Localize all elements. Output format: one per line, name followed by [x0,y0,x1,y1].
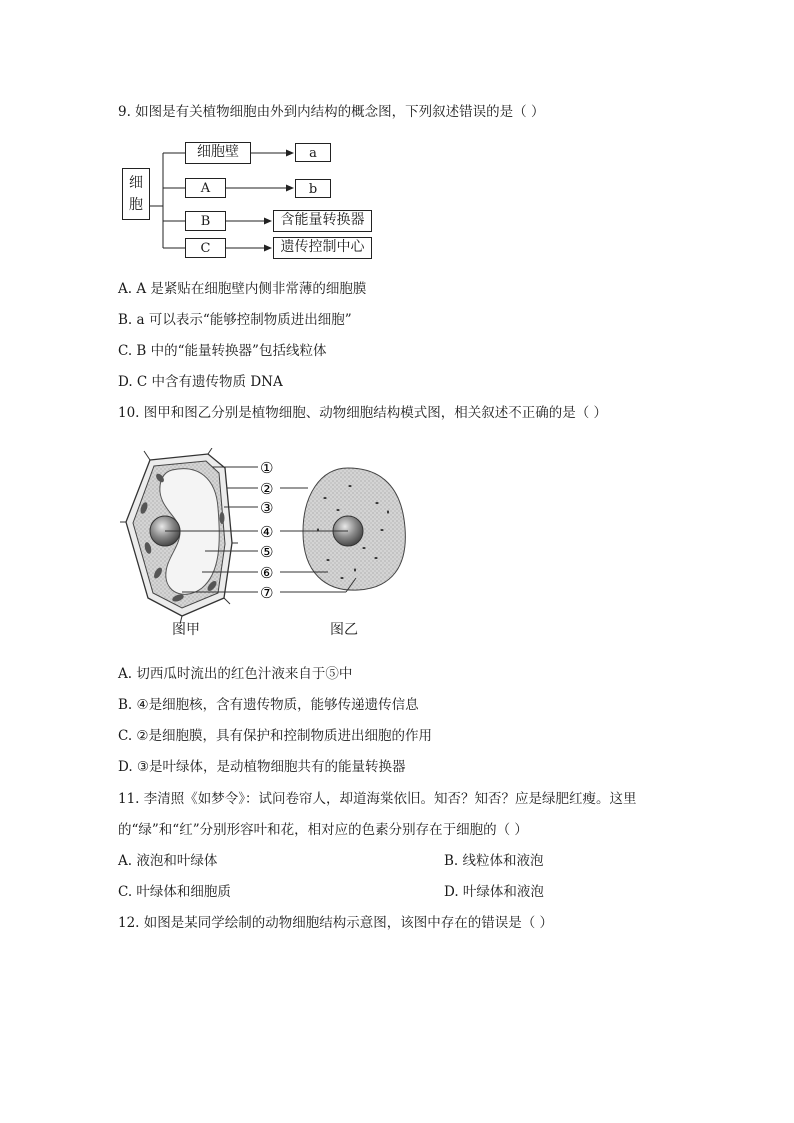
q9-box-cell-wall: 细胞壁 [185,142,251,164]
q10-stem: 10. 图甲和图乙分别是植物细胞、动物细胞结构模式图，相关叙述不正确的是（ ） [118,405,608,421]
label-4: ④ [260,523,274,541]
q9-option-c: C. B 中的“能量转换器”包括线粒体 [118,343,327,359]
q9-root-char1: 细 [129,175,143,191]
label-7: ⑦ [260,584,274,602]
q9-option-b: B. a 可以表示“能够控制物质进出细胞” [118,312,352,328]
q11-option-a: A. 液泡和叶绿体 [118,853,218,869]
q9-box-b: b [295,179,331,198]
q9-box-energy-converter: 含能量转换器 [273,210,372,232]
q11-stem-line2: 的“绿”和“红”分别形容叶和花，相对应的色素分别存在于细胞的（ ） [118,822,528,838]
q10-option-c: C. ②是细胞膜，具有保护和控制物质进出细胞的作用 [118,728,433,744]
q9-box-a: a [295,143,331,162]
q9-root-char2: 胞 [129,197,143,213]
label-5: ⑤ [260,543,274,561]
q9-root-box [122,168,150,220]
q9-stem: 9. 如图是有关植物细胞由外到内结构的概念图，下列叙述错误的是（ ） [118,104,545,120]
caption-figure-jia: 图甲 [172,622,200,638]
q10-option-a: A. 切西瓜时流出的红色汁液来自于⑤中 [118,666,353,682]
label-1: ① [260,459,274,477]
q9-box-genetic-control: 遗传控制中心 [273,237,372,259]
q10-cell-figure [120,448,420,643]
q9-option-d: D. C 中含有遗传物质 DNA [118,374,283,390]
q9-box-B: B [185,211,226,231]
label-3: ③ [260,499,274,517]
label-2: ② [260,480,274,498]
q11-option-d: D. 叶绿体和液泡 [444,884,544,900]
q11-stem-line1: 11. 李清照《如梦令》：试问卷帘人，却道海棠依旧。知否？知否？应是绿肥红瘦。这里 [118,791,637,807]
q10-option-b: B. ④是细胞核，含有遗传物质，能够传递遗传信息 [118,697,419,713]
q9-option-a: A. A 是紧贴在细胞壁内侧非常薄的细胞膜 [118,281,367,297]
q9-concept-diagram [118,138,378,263]
q12-stem: 12. 如图是某同学绘制的动物细胞结构示意图，该图中存在的错误是（ ） [118,915,554,931]
q10-cell-drawing [120,448,420,643]
q10-option-d: D. ③是叶绿体，是动植物细胞共有的能量转换器 [118,759,406,775]
q9-box-C: C [185,238,226,258]
caption-figure-yi: 图乙 [330,622,358,638]
q11-option-b: B. 线粒体和液泡 [444,853,544,869]
q11-option-c: C. 叶绿体和细胞质 [118,884,231,900]
label-6: ⑥ [260,564,274,582]
q9-box-A: A [185,178,226,198]
